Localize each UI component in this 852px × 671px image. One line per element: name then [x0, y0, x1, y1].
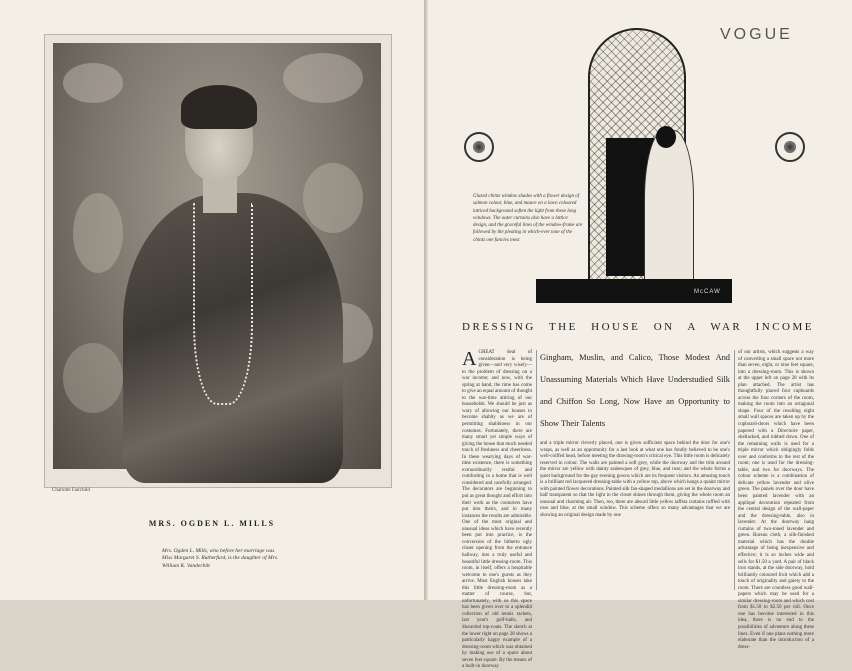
illustration-caption: Glazed chintz window shades with a flower design of salmon colour, blue, and mauve on a lawn coloured latticed background soften the light from these long windows. The outer curtains also have a lattice design, and the graceful lines of the window-frame are followed by the pleating in which-ever tone of the chintz one fancies most [473, 194, 583, 243]
vogue-masthead: VOGUE [720, 26, 793, 43]
portrait-photo [53, 43, 381, 469]
pearl-necklace [193, 203, 253, 405]
photo-credit: Charlotte Fairchild [52, 488, 90, 493]
portrait-caption-text: Mrs. Ogden L. Mills, who before her marriage was Miss Margaret S. Rutherfurd, is the daughter of Mrs. William K. Vanderbilt [162, 548, 279, 569]
left-page [0, 0, 424, 600]
illustrated-woman-head [656, 126, 676, 148]
column-1-text: GREAT deal of consideration is being given—and very wisely—to the problem of dressing on a war income; and now, with the spring at hand, the time has come to give an equal amount of thought to the war-time attiring of our households. We should be just as wary of allowing our houses to become shabby as we are of permitting shabbiness in our costumes. Fortunately, there are many smart yet simple ways of giving the house that much needed touch of freshness and cheeriness. In these wearying days of war-time existence, there is something extraordinarily restful and comforting in a home that is well considered and carefully arranged. The decorators are beginning to put as great thought and effort into their work as the couturiers have put into theirs, and in many instances the results are admirable. One of the most original and unusual ideas which have recently been put into practice, is the conversion of the hitherto ugly closet opening from the entrance hallway, into a truly useful and beautiful little dressing-room. This room, in itself, offers a hospitable welcome to one's guests as they arrive. Most English houses take this little dressing-room as a matter of course, but, unfortunately, with us this space has been given over to a splendid collection of old tennis rackets, last year's golf-balls, and discarded top-coats. The sketch at the lower right on page 28 shows a particularly happy example of a dressing-room which was obtained by making use of a space about seven feet square. By the means of a built-in doorway [462, 350, 532, 670]
portrait-figure-hair [181, 85, 257, 129]
illustration-signature: McCAW [694, 289, 721, 295]
column-rule-2 [734, 350, 735, 590]
article-headline: DRESSING THE HOUSE ON A WAR INCOME [462, 321, 814, 333]
portrait-caption-title: MRS. OGDEN L. MILLS [148, 519, 276, 528]
article-column-1 [462, 348, 532, 670]
article-column-3: of our artists, which suggests a way of converting a small space not more than seven, eight, or nine feet square, into a dressing-room. This is shown at the upper left on page 28 with its plan attached. The artist has thoughtfully placed four cupboards across the four corners of the room, making the room into an octagonal shape. Four of the resulting eight small wall spaces are taken up by the cupboard-doors which have been papered with a Directoire paper, shellacked, and rubbed down. One of the remaining walls is used for a triple mirror which obligingly folds over and conforms to the rest of the room; one is used for the dressing-table, and two for doorways. The colour scheme is a combination of delicate yellow lavender and olive green. The panels over the door have been painted lavender with an appliqué decoration repeated from the central design of the wall-paper and the dressing-table, also in lavender. At the doorway hang curtains of two-toned lavender and green. Bureau cloth, a silk-finished material which has the double advantage of being inexpensive and effective; it is so inches wide and sells for $1.50 a yard. A pair of black iron stands, at the side doorway, hold brilliantly coloured fruit which add a touch of originality and gaiety to the room. There are countless good wall-papers which may be used for a similar dressing-room and which cost from $1.50 to $2.50 per roll. Once one has become interested in this idea, there is no end to the possibilities of adventure along these lines. Even if one plans nothing more elaborate than the introduction of a dress- [738, 350, 814, 650]
portrait-photo-frame [44, 34, 392, 488]
article-column-2: and a triple mirror cleverly placed, one is given sufficient space behind the door for one's wraps, as well as an opportunity for a last look at what one has fondly believed to be one's well-coiffed head, before meeting the drawing-room's critical eye. This little room is delicately reserved in colour. The walls are painted a soft grey, while the doorway and the trim around the mirror are yellow with dainty arabesques of grey, blue, and rose; and the whole forms a quiet background for the gay evening gowns which are its frequent visitors. An amusing touch is a brilliant red lacquered dressing-table with a yellow top, above which hangs a quaint mirror with painted flower decorations. Painted silk fan-shaped medallions are set in the doorway and half transparent so that the light in the closet shines through them, giving the whole room an unusual and charming air. Then, too, there are absurd little yellow taffeta curtains ruffled with rose and blue, at the small window. This scheme offers so many advantages that we are showing an original design made by one [540, 441, 730, 519]
drop-cap: A [462, 348, 477, 370]
column-rule-1 [536, 350, 537, 590]
illustrated-woman-figure [644, 130, 694, 300]
right-medallion-icon [775, 132, 805, 162]
left-medallion-icon [464, 132, 494, 162]
article-deck: Gingham, Muslin, and Calico, Those Modest And Unassuming Materials Which Have Understudied Silk and Chiffon So Long, Now Have an Opportunity to Show Their Talents [540, 353, 730, 428]
